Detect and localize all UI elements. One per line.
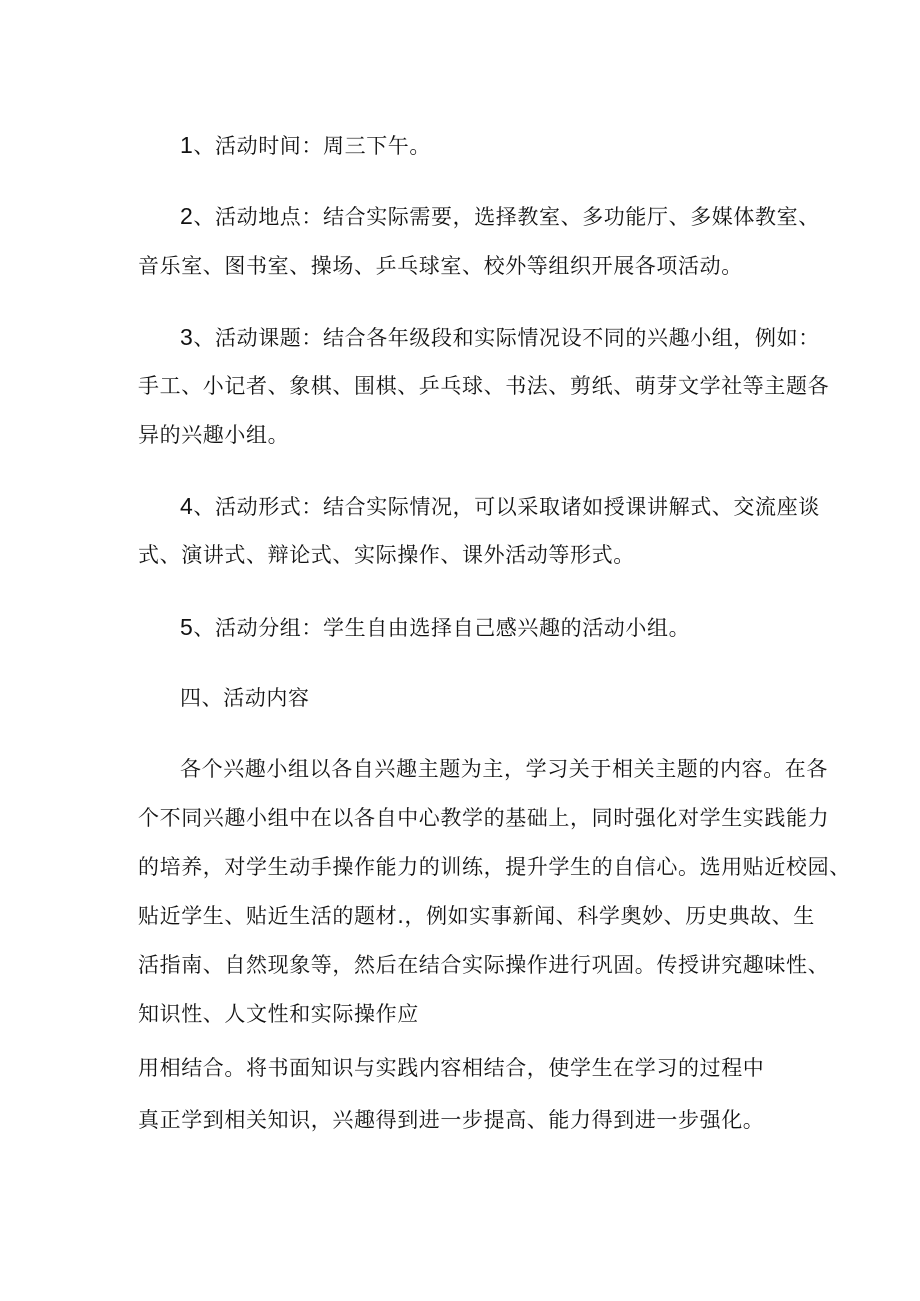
item-1-number: 1 [180, 132, 194, 158]
item-5-line-1 [180, 612, 690, 643]
item-4-number: 4 [180, 493, 194, 519]
content-line-4: 贴近学生、贴近生活的题材.，例如实事新闻、科学奥妙、历史典故、生 [138, 904, 815, 928]
item-3-text: 、活动课题：结合各年级段和实际情况设不同的兴趣小组，例如： [193, 326, 820, 350]
item-4-line-2: 式、演讲式、辩论式、实际操作、课外活动等形式。 [138, 543, 635, 567]
item-4-line-1 [180, 491, 820, 522]
item-3-line-2: 手工、小记者、象棋、围棋、乒乓球、书法、剪纸、萌芽文学社等主题各 [138, 374, 830, 398]
item-5-number: 5 [180, 614, 194, 640]
item-3-number: 3 [180, 324, 194, 350]
content-line-6: 知识性、人文性和实际操作应 [138, 1002, 419, 1026]
item-1-text: 、活动时间：周三下午。 [193, 134, 432, 158]
item-3-line-3: 异的兴趣小组。 [138, 423, 290, 447]
item-2-number: 2 [180, 203, 194, 229]
content-line-2: 个不同兴趣小组中在以各自中心教学的基础上，同时强化对学生实践能力 [138, 806, 830, 830]
item-1-line-1 [180, 130, 431, 161]
content-line-1: 各个兴趣小组以各自兴趣主题为主，学习关于相关主题的内容。在各 [180, 757, 828, 781]
item-4-text: 、活动形式：结合实际情况，可以采取诸如授课讲解式、交流座谈 [193, 495, 820, 519]
content-line-3: 的培养，对学生动手操作能力的训练，提升学生的自信心。选用贴近校园、 [138, 855, 851, 879]
content-line-5: 活指南、自然现象等，然后在结合实际操作进行巩固。传授讲究趣味性、 [138, 953, 830, 977]
item-2-line-2: 音乐室、图书室、操场、乒乓球室、校外等组织开展各项活动。 [138, 254, 743, 278]
item-2-text: 、活动地点：结合实际需要，选择教室、多功能厅、多媒体教室、 [193, 205, 820, 229]
item-3-line-1 [180, 322, 820, 353]
section-heading: 四、活动内容 [180, 686, 310, 710]
content-line-8: 真正学到相关知识，兴趣得到进一步提高、能力得到进一步强化。 [138, 1108, 765, 1132]
item-2-line-1 [180, 201, 820, 232]
item-5-text: 、活动分组：学生自由选择自己感兴趣的活动小组。 [193, 616, 691, 640]
content-line-7: 用相结合。将书面知识与实践内容相结合，使学生在学习的过程中 [138, 1056, 765, 1080]
